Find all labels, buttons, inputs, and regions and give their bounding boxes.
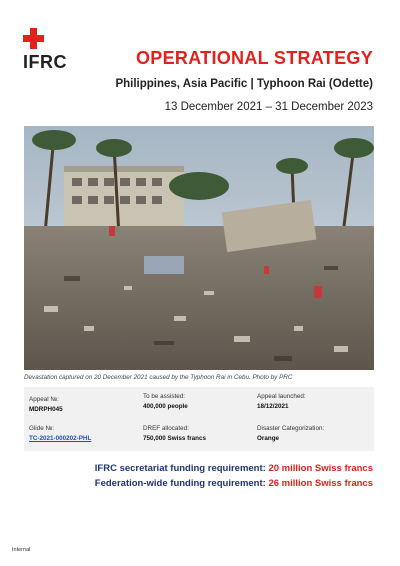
to-assist-label: To be assisted: (143, 393, 186, 400)
cover-photo (24, 126, 374, 370)
appeal-number-value: MDRPH045 (29, 406, 63, 413)
photo-caption: Devastation captured on 20 December 2021 caused by the Typhoon Rai in Cebu. Photo by PRC (24, 374, 293, 381)
red-crescent-icon (49, 28, 71, 50)
page-title: OPERATIONAL STRATEGY (135, 48, 373, 68)
logo-text: IFRC (23, 52, 67, 72)
appeal-info-panel (24, 387, 374, 451)
secretariat-funding (95, 463, 373, 474)
appeal-launched-cell (257, 393, 306, 410)
glide-number-link[interactable]: TC-2021-000202-PHL (29, 435, 92, 442)
categorization-label: Disaster Categorization: (257, 425, 325, 432)
dref-label: DREF allocated: (143, 425, 189, 432)
appeal-number-cell (29, 396, 63, 413)
dref-value: 750,000 Swiss francs (143, 435, 207, 442)
categorization-value: Orange (257, 435, 280, 442)
glide-number-cell (29, 425, 91, 442)
categorization-cell (257, 425, 324, 442)
federation-funding-label: Federation-wide funding requirement: (94, 478, 269, 489)
appeal-launched-value: 18/12/2021 (257, 403, 289, 410)
appeal-number-label: Appeal №: (29, 396, 59, 403)
to-assist-cell (143, 393, 188, 410)
classification-label: Internal (12, 547, 31, 553)
glide-number-label: Glide №: (29, 425, 54, 432)
page-subtitle: Philippines, Asia Pacific | Typhoon Rai (Odette) (115, 78, 373, 90)
operation-dates: 13 December 2021 – 31 December 2023 (164, 101, 373, 113)
ifrc-logo (23, 28, 83, 76)
red-cross-icon (23, 28, 44, 49)
dref-cell (143, 425, 206, 442)
federation-funding (95, 478, 373, 489)
appeal-launched-label: Appeal launched: (257, 393, 306, 400)
to-assist-value: 400,000 people (143, 403, 188, 410)
federation-funding-amount: 26 million Swiss francs (268, 478, 373, 489)
secretariat-funding-amount: 20 million Swiss francs (268, 463, 373, 474)
secretariat-funding-label: IFRC secretariat funding requirement: (94, 463, 269, 474)
